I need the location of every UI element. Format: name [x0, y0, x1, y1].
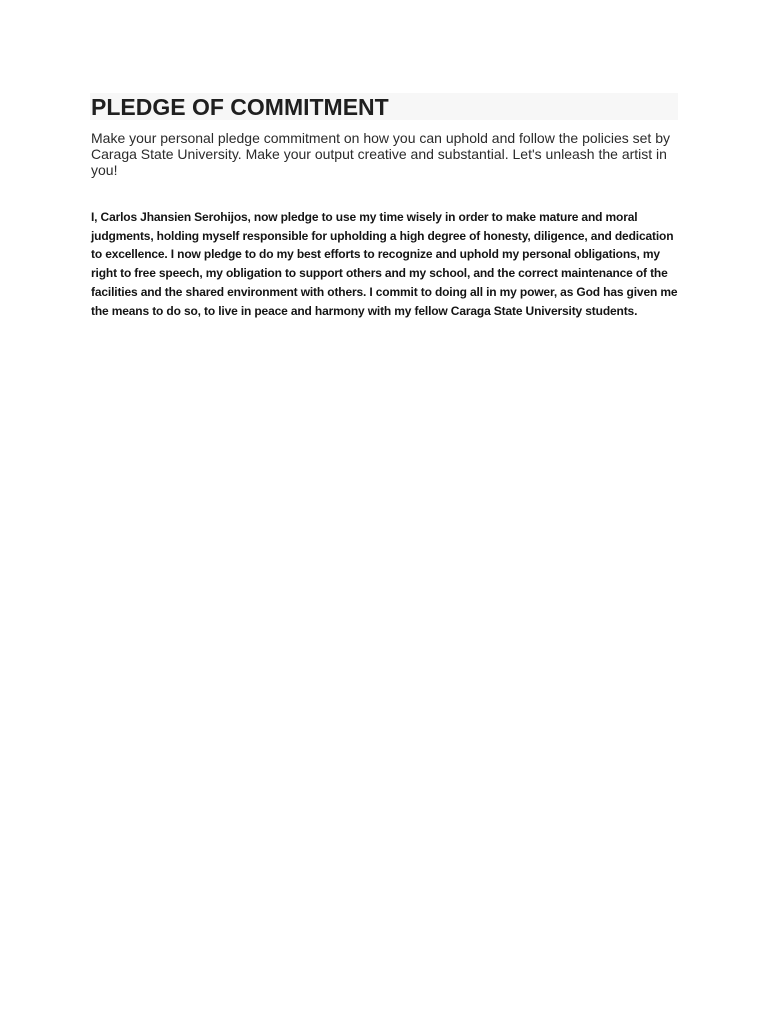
instructions-paragraph: Make your personal pledge commitment on how you can uphold and follow the policies set by Caraga State University. Make your output creative and substantial. Let's unleash the artist in you!: [91, 130, 670, 178]
page-title: PLEDGE OF COMMITMENT: [91, 94, 389, 120]
pledge-paragraph: I, Carlos Jhansien Serohijos, now pledge to use my time wisely in order to make mature and moral judgments, holding myself responsible for upholding a high degree of honesty, diligence, and dedication to excellence. I now pledge to do my best efforts to recognize and uphold my personal obligations, my right to free speech, my obligation to support others and my school, and the correct maintenance of the facilities and the shared environment with others. I commit to doing all in my power, as God has given me the means to do so, to live in peace and harmony with my fellow Caraga State University students.: [91, 210, 678, 318]
